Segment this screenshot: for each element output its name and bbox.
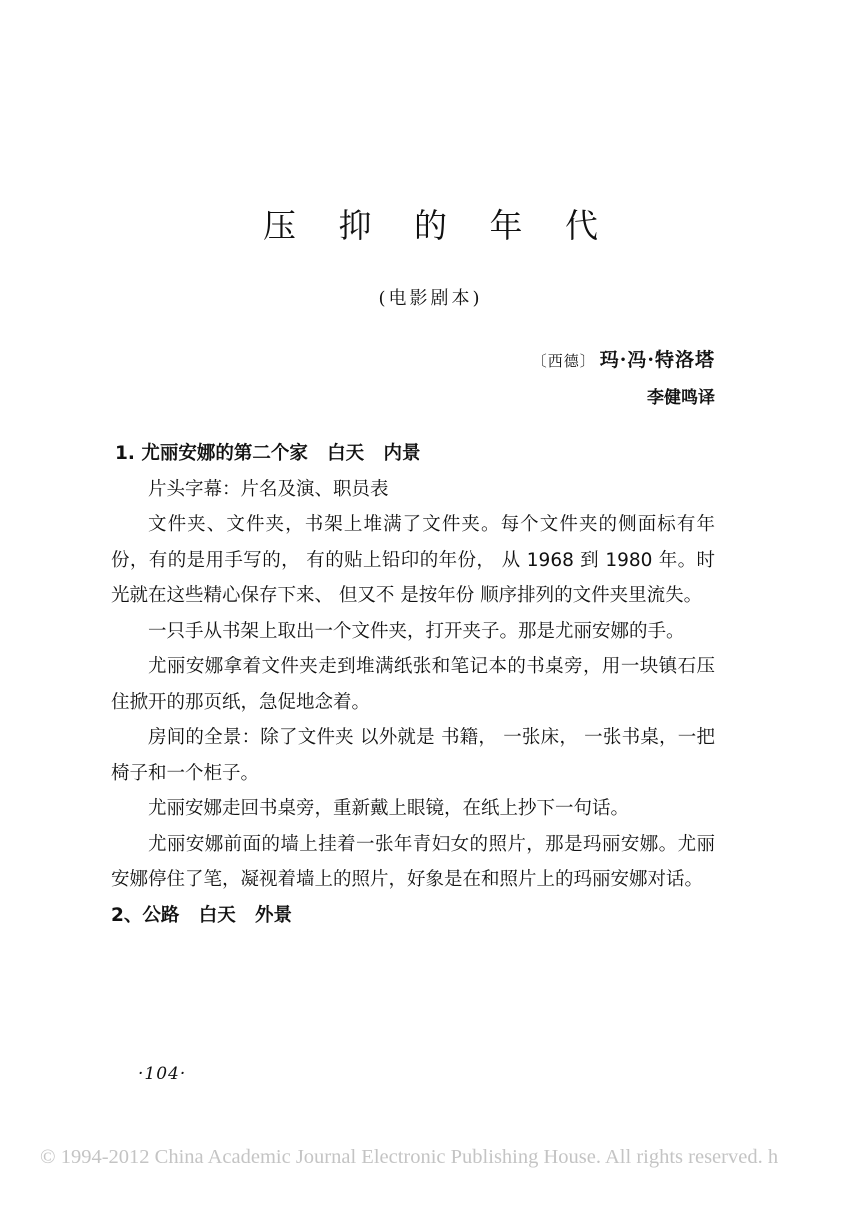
- screenplay-body: [111, 436, 715, 933]
- paragraph: 房间的全景：除了文件夹 以外就是 书籍， 一张床， 一张书桌，一把椅子和一个柜子。: [111, 727, 715, 784]
- paragraph: 一只手从书架上取出一个文件夹，打开夹子。那是尤丽安娜的手。: [148, 620, 685, 642]
- document-subtitle: (电影剧本): [378, 288, 483, 309]
- scene-heading: 2、公路 白天 外景: [111, 904, 293, 926]
- author-nation: 〔西德〕: [531, 352, 596, 370]
- author-line: [532, 345, 715, 372]
- paragraph: 文件夹、文件夹，书架上堆满了文件夹。每个文件夹的侧面标有年份，有的是用手写的， 有的贴上铅印的年份， 从 1968 到 1980 年。时光就在这些精心保存下来、 但又不 是按年份 顺序排列的文件夹里流失。: [111, 514, 715, 606]
- author-name: 玛·冯·特洛塔: [599, 349, 715, 371]
- paragraph: 尤丽安娜拿着文件夹走到堆满纸张和笔记本的书桌旁，用一块镇石压住掀开的那页纸，急促地念着。: [111, 656, 715, 713]
- paragraph: 尤丽安娜走回书桌旁，重新戴上眼镜，在纸上抄下一句话。: [148, 798, 630, 819]
- translator-credit: 李健鸣译: [647, 388, 715, 408]
- copyright-watermark: © 1994-2012 China Academic Journal Electronic Publishing House. All rights reserved. h: [40, 1146, 779, 1168]
- paragraph: 尤丽安娜前面的墙上挂着一张年青妇女的照片，那是玛丽安娜。尤丽安娜停住了笔，凝视着墙上的照片，好象是在和照片上的玛丽安娜对话。: [111, 833, 715, 890]
- paragraph: 片头字幕：片名及演、职员表: [148, 478, 389, 500]
- scene-heading: 1. 尤丽安娜的第二个家 白天 内景: [115, 443, 421, 464]
- page-number: ·104·: [138, 1064, 187, 1084]
- document-title: 压 抑 的 年 代: [263, 206, 614, 245]
